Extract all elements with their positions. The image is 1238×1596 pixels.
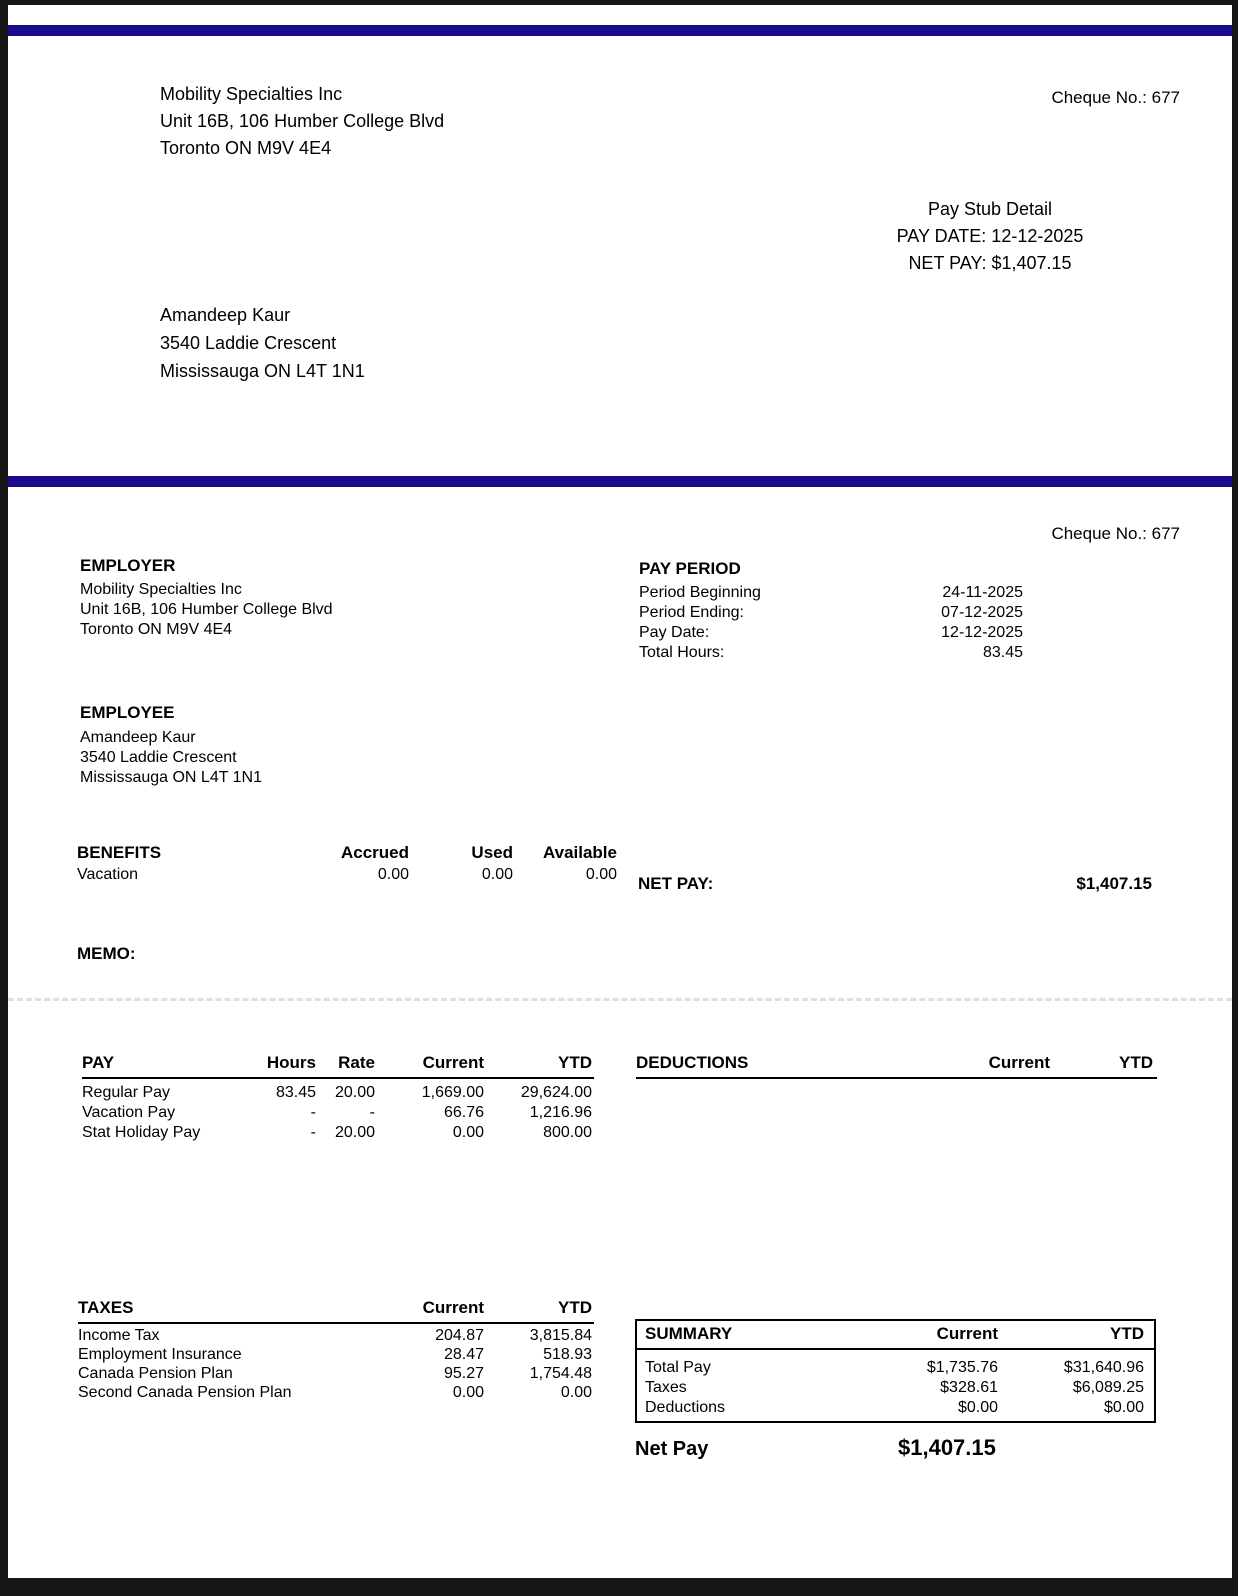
tax-row-label: Canada Pension Plan (78, 1365, 233, 1382)
table-row (645, 1398, 1144, 1418)
benefit-label: Vacation (77, 866, 139, 883)
tax-row-label: Income Tax (78, 1327, 160, 1344)
net-pay-line: NET PAY: $1,407.15 (908, 253, 1072, 273)
benefit-used: 0.00 (481, 866, 513, 883)
pay-row-rate: 20.00 (334, 1124, 375, 1141)
taxes-table-header (78, 1298, 594, 1324)
summary-row-ytd: $31,640.96 (1063, 1359, 1144, 1376)
pay-row-hours: 83.45 (275, 1084, 316, 1101)
pay-col-hours: Hours (266, 1053, 316, 1072)
employer-address-line2: Toronto ON M9V 4E4 (80, 621, 233, 638)
taxes-heading: TAXES (78, 1298, 134, 1317)
pay-period-row (639, 603, 1023, 623)
deductions-table-header (636, 1053, 1157, 1079)
benefits-col-available: Available (542, 843, 617, 862)
summary-col-ytd: YTD (1110, 1324, 1144, 1343)
pay-row-hours: - (310, 1104, 316, 1121)
table-row (645, 1358, 1144, 1378)
pay-stub-detail-block (770, 196, 1210, 277)
net-pay-final-value: $1,407.15 (898, 1435, 996, 1460)
deductions-col-current: Current (988, 1053, 1050, 1072)
pay-stub-detail-title: Pay Stub Detail (927, 199, 1053, 219)
pay-row-rate: 20.00 (334, 1084, 375, 1101)
pay-table-body (82, 1083, 594, 1143)
table-row (645, 1378, 1144, 1398)
net-pay-value: $1,407.15 (1076, 874, 1152, 893)
pay-row-rate: - (369, 1104, 375, 1121)
total-hours-value: 83.45 (982, 644, 1023, 661)
summary-col-current: Current (936, 1324, 998, 1343)
employer-heading: EMPLOYER (80, 556, 176, 575)
summary-row-current: $328.61 (940, 1379, 998, 1396)
employee-name-top: Amandeep Kaur (160, 305, 291, 325)
memo-label: MEMO: (77, 944, 136, 963)
period-beginning-value: 24-11-2025 (942, 584, 1023, 601)
pay-row-current: 0.00 (452, 1124, 484, 1141)
tax-row-current: 95.27 (443, 1365, 484, 1382)
employee-address-line1: 3540 Laddie Crescent (80, 749, 237, 766)
table-row (78, 1364, 594, 1383)
pay-date-value: 12-12-2025 (941, 624, 1023, 641)
employer-address-line1: Unit 16B, 106 Humber College Blvd (80, 601, 333, 618)
taxes-col-ytd: YTD (558, 1298, 592, 1317)
tax-row-current: 204.87 (435, 1327, 484, 1344)
net-pay-row (638, 873, 1152, 895)
pay-period-block (639, 558, 1023, 663)
pay-row-ytd: 1,216.96 (529, 1104, 592, 1121)
deductions-col-ytd: YTD (1119, 1053, 1153, 1072)
tax-row-ytd: 0.00 (560, 1384, 592, 1401)
employee-address-line2-top: Mississauga ON L4T 1N1 (160, 361, 365, 381)
pay-row-hours: - (310, 1124, 316, 1141)
pay-col-rate: Rate (338, 1053, 375, 1072)
pay-period-row (639, 583, 1023, 603)
tax-row-label: Second Canada Pension Plan (78, 1384, 292, 1401)
deductions-table (636, 1053, 1157, 1079)
summary-box (635, 1319, 1156, 1423)
employee-name: Amandeep Kaur (80, 729, 196, 746)
tax-row-ytd: 1,754.48 (529, 1365, 592, 1382)
pay-row-ytd: 29,624.00 (520, 1084, 592, 1101)
employer-name: Mobility Specialties Inc (80, 581, 242, 598)
company-address-line2: Toronto ON M9V 4E4 (160, 138, 332, 158)
summary-row-current: $0.00 (957, 1399, 998, 1416)
top-accent-bar (8, 25, 1232, 36)
period-beginning-label: Period Beginning (639, 584, 761, 601)
summary-row-label: Total Pay (645, 1359, 711, 1376)
benefit-accrued: 0.00 (377, 866, 409, 883)
pay-period-rows (639, 583, 1023, 663)
deductions-heading: DEDUCTIONS (636, 1053, 749, 1072)
employee-heading: EMPLOYEE (80, 703, 175, 722)
taxes-table-body (78, 1326, 594, 1403)
pay-heading: PAY (82, 1053, 115, 1072)
pay-row-ytd: 800.00 (543, 1124, 592, 1141)
period-ending-label: Period Ending: (639, 604, 744, 621)
benefits-header-row (77, 842, 617, 864)
section-divider-accent-bar (8, 476, 1232, 487)
company-address-line1: Unit 16B, 106 Humber College Blvd (160, 111, 445, 131)
table-row (78, 1383, 594, 1403)
company-name: Mobility Specialties Inc (160, 84, 343, 104)
summary-body (637, 1350, 1154, 1418)
pay-date-line: PAY DATE: 12-12-2025 (896, 226, 1084, 246)
benefit-available: 0.00 (585, 866, 617, 883)
pay-row-current: 1,669.00 (421, 1084, 484, 1101)
pay-table (82, 1053, 594, 1143)
net-pay-label: NET PAY: (638, 874, 714, 893)
benefits-heading: BENEFITS (77, 843, 162, 862)
employer-address (80, 580, 333, 640)
summary-heading: SUMMARY (645, 1324, 733, 1343)
pay-col-ytd: YTD (558, 1053, 592, 1072)
pay-stub-page (8, 5, 1232, 1578)
pay-row-label: Stat Holiday Pay (82, 1124, 201, 1141)
pay-row-current: 66.76 (443, 1104, 484, 1121)
tax-row-current: 0.00 (452, 1384, 484, 1401)
tax-row-current: 28.47 (443, 1346, 484, 1363)
employee-address-line2: Mississauga ON L4T 1N1 (80, 769, 262, 786)
taxes-table (78, 1298, 594, 1403)
employee-address-block-top (160, 301, 365, 385)
pay-col-current: Current (422, 1053, 484, 1072)
table-row (78, 1326, 594, 1345)
company-address-block (160, 81, 444, 162)
table-row (78, 1345, 594, 1364)
tax-row-ytd: 518.93 (543, 1346, 592, 1363)
benefits-col-accrued: Accrued (340, 843, 409, 862)
employee-address (80, 728, 262, 788)
pay-row-label: Regular Pay (82, 1084, 171, 1101)
tax-row-ytd: 3,815.84 (529, 1327, 592, 1344)
perforation-dashed-line (8, 998, 1232, 1001)
pay-table-header (82, 1053, 594, 1079)
summary-row-label: Deductions (645, 1399, 726, 1416)
summary-header-row (637, 1321, 1154, 1350)
table-row (82, 1123, 594, 1143)
pay-period-row (639, 623, 1023, 643)
table-row (82, 1103, 594, 1123)
table-row (82, 1083, 594, 1103)
pay-period-row (639, 643, 1023, 663)
employer-block (80, 555, 333, 640)
employee-address-line1-top: 3540 Laddie Crescent (160, 333, 337, 353)
benefits-col-used: Used (471, 843, 513, 862)
pay-period-heading: PAY PERIOD (639, 559, 741, 578)
benefits-table (77, 842, 617, 885)
summary-row-label: Taxes (645, 1379, 687, 1396)
employee-block (80, 702, 262, 788)
pay-row-label: Vacation Pay (82, 1104, 176, 1121)
cheque-number-detail: Cheque No.: 677 (1051, 524, 1180, 543)
net-pay-final-label: Net Pay (635, 1438, 709, 1460)
cheque-number-top: Cheque No.: 677 (1051, 88, 1180, 107)
summary-row-ytd: $0.00 (1103, 1399, 1144, 1416)
summary-row-current: $1,735.76 (926, 1359, 998, 1376)
benefits-row-vacation (77, 865, 617, 885)
taxes-col-current: Current (422, 1298, 484, 1317)
summary-row-ytd: $6,089.25 (1072, 1379, 1144, 1396)
pay-date-label: Pay Date: (639, 624, 710, 641)
net-pay-final-row (635, 1435, 996, 1461)
tax-row-label: Employment Insurance (78, 1346, 242, 1363)
total-hours-label: Total Hours: (639, 644, 725, 661)
period-ending-value: 07-12-2025 (941, 604, 1023, 621)
